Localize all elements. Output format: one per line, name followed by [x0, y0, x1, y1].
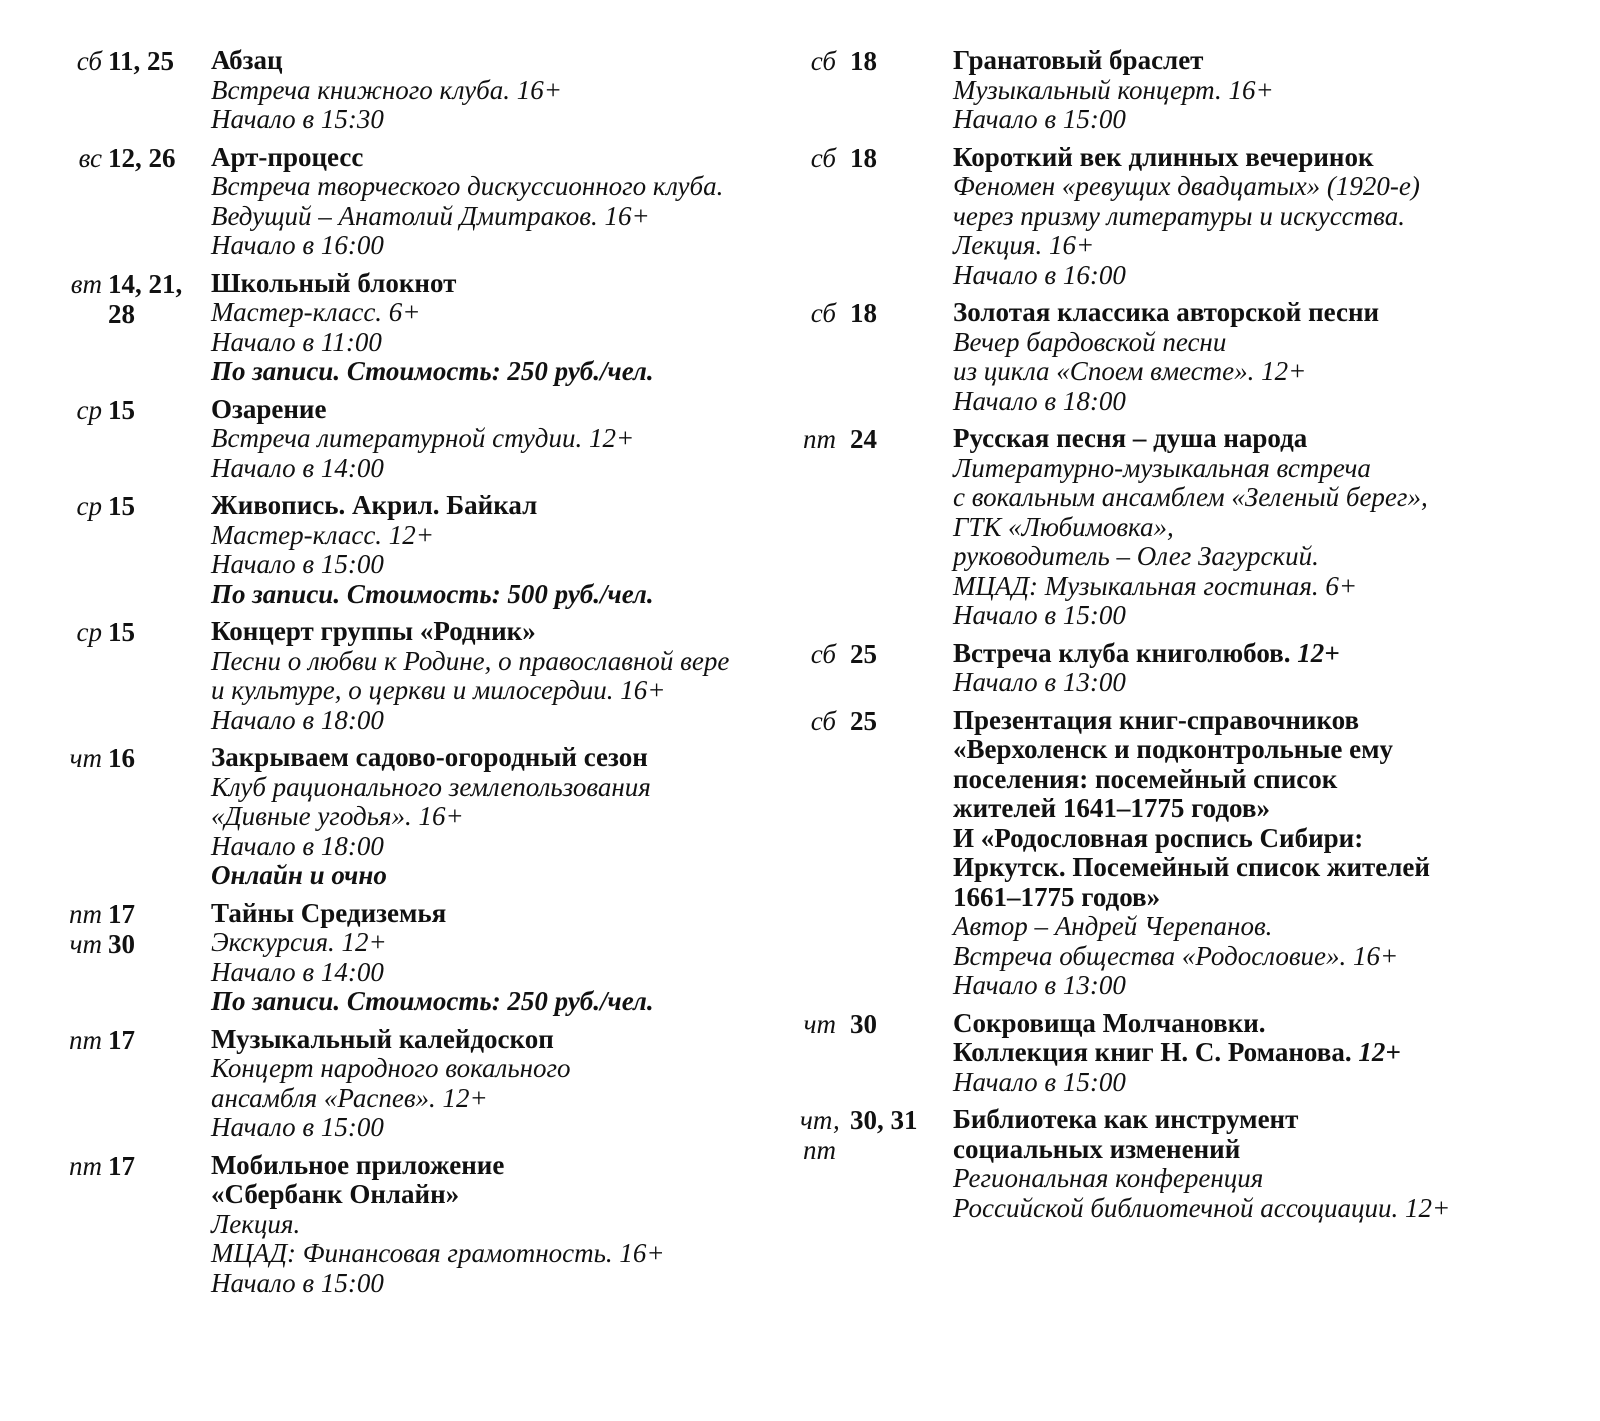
day-numbers: 14, 21, — [108, 268, 183, 299]
day-numbers: 30 — [108, 928, 135, 959]
event-item — [58, 269, 798, 387]
event-item — [800, 1105, 1560, 1223]
event-date — [800, 298, 953, 416]
event-description-line: Начало в 16:00 — [211, 230, 384, 260]
date-line — [58, 1025, 211, 1055]
event-title-text: Тайны Средиземья — [211, 897, 447, 928]
event-note: По записи. Стоимость: 250 руб./чел. — [211, 986, 654, 1016]
day-numbers: 11, 25 — [108, 46, 175, 76]
event-description-line: ГТК «Любимовка», — [953, 511, 1174, 542]
event-date — [58, 491, 211, 609]
date-line — [800, 706, 953, 736]
event-description-line: Начало в 13:00 — [953, 970, 1126, 1000]
weekday: ср — [76, 617, 102, 647]
event-details — [211, 269, 798, 387]
weekday: чт — [69, 928, 102, 959]
date-line — [800, 298, 953, 328]
event-description-line: Начало в 18:00 — [953, 385, 1126, 416]
schedule-column-left — [58, 46, 798, 1306]
event-details — [211, 143, 798, 261]
event-description-line: Начало в 15:30 — [211, 104, 384, 134]
event-item — [800, 46, 1560, 135]
event-description-line: Начало в 18:00 — [211, 704, 384, 735]
weekday: вт — [70, 268, 102, 299]
date-line — [800, 1009, 953, 1039]
event-title-text: поселения: посемейный список — [953, 763, 1338, 794]
event-description-line: Клуб рационального землепользования — [211, 771, 651, 802]
event-description-line: Начало в 14:00 — [211, 956, 384, 987]
event-title — [211, 743, 798, 773]
weekday: пт — [69, 1150, 102, 1181]
event-description-line: Вечер бардовской песни — [953, 326, 1227, 357]
event-title — [211, 143, 798, 173]
weekday: сб — [810, 705, 836, 736]
day-numbers: 18 — [850, 298, 877, 328]
event-description-line: Начало в 16:00 — [953, 259, 1126, 290]
event-date — [58, 46, 211, 135]
event-item — [58, 491, 798, 609]
event-title-text: Закрываем садово-огородный сезон — [211, 742, 648, 772]
event-description-line: Ведущий – Анатолий Дмитраков. 16+ — [211, 200, 650, 231]
event-title — [953, 794, 1560, 824]
event-description-line: через призму литературы и искусства. — [953, 200, 1405, 231]
event-date — [58, 143, 211, 261]
event-description-line: Встреча литературной студии. 12+ — [211, 423, 635, 453]
event-description-line: Начало в 15:00 — [953, 600, 1126, 630]
event-description-line: Экскурсия. 12+ — [211, 927, 387, 957]
event-details — [953, 143, 1560, 291]
date-line — [58, 929, 211, 959]
weekday: пт — [69, 1024, 102, 1055]
event-details — [953, 1105, 1560, 1223]
event-description-line: Встреча книжного клуба. 16+ — [211, 74, 562, 105]
day-numbers: 24 — [850, 424, 877, 454]
event-title — [953, 765, 1560, 795]
event-description-line: Мастер-класс. 12+ — [211, 519, 435, 550]
event-details — [953, 298, 1560, 416]
event-title-text: Сокровища Молчановки. — [953, 1007, 1266, 1038]
event-item — [800, 1009, 1560, 1098]
event-title-text: Встреча клуба книголюбов. — [953, 637, 1291, 668]
event-details — [211, 46, 798, 135]
event-title — [953, 824, 1560, 854]
event-item — [58, 617, 798, 735]
event-description-line: МЦАД: Музыкальная гостиная. 6+ — [953, 570, 1358, 601]
event-date — [800, 1009, 953, 1098]
event-title-text: Музыкальный калейдоскоп — [211, 1023, 554, 1054]
event-item — [58, 143, 798, 261]
event-date — [58, 617, 211, 735]
event-title-text: Школьный блокнот — [211, 267, 457, 298]
event-title — [953, 883, 1560, 913]
date-line — [58, 46, 211, 76]
date-line — [58, 269, 211, 299]
day-numbers: 15 — [108, 617, 135, 647]
day-numbers: 15 — [108, 491, 135, 521]
day-numbers: 28 — [108, 298, 135, 329]
event-date — [800, 706, 953, 1001]
date-line — [58, 143, 211, 173]
weekday: сб — [810, 638, 836, 669]
event-details — [211, 899, 798, 1017]
event-title — [953, 143, 1560, 173]
event-title-text: жителей 1641–1775 годов» — [953, 793, 1270, 823]
event-description-line: Региональная конференция — [953, 1163, 1264, 1193]
date-line — [58, 743, 211, 773]
event-item — [58, 743, 798, 891]
event-description-line: из цикла «Споем вместе». 12+ — [953, 356, 1307, 386]
schedule-column-right — [800, 46, 1560, 1231]
weekday: ср — [76, 394, 102, 425]
day-numbers: 25 — [850, 705, 877, 736]
event-title-text: И «Родословная роспись Сибири: — [953, 822, 1364, 853]
event-title-text: Русская песня – душа народа — [953, 423, 1308, 453]
event-title-text: Иркутск. Посемейный список жителей — [953, 852, 1430, 882]
event-title-text: Коллекция книг Н. С. Романова. — [953, 1037, 1352, 1067]
event-note: Онлайн и очно — [211, 860, 387, 890]
event-description-line: Начало в 11:00 — [211, 326, 382, 357]
event-details — [211, 395, 798, 484]
event-item — [58, 1025, 798, 1143]
event-date — [800, 46, 953, 135]
event-title — [953, 1135, 1560, 1165]
event-title — [953, 1009, 1560, 1039]
event-title-text: Короткий век длинных вечеринок — [953, 141, 1374, 172]
event-description-line: «Дивные угодья». 16+ — [211, 801, 464, 831]
event-description-line: с вокальным ансамблем «Зеленый берег», — [953, 482, 1428, 512]
date-line — [58, 1151, 211, 1181]
weekday: сб — [810, 142, 836, 173]
event-date — [800, 143, 953, 291]
event-description-line: Начало в 15:00 — [953, 104, 1126, 134]
event-details — [953, 706, 1560, 1001]
event-description-line: Российской библиотечной ассоциации. 12+ — [953, 1192, 1451, 1223]
event-item — [58, 899, 798, 1017]
weekday: ср — [76, 491, 102, 521]
event-item — [800, 424, 1560, 631]
date-line — [800, 639, 953, 669]
event-description-line: Встреча творческого дискуссионного клуба. — [211, 171, 724, 201]
event-description-line: Мастер-класс. 6+ — [211, 297, 421, 327]
event-item — [800, 143, 1560, 291]
event-description-line: Начало в 15:00 — [211, 1112, 384, 1142]
event-title — [211, 1180, 798, 1210]
day-numbers: 17 — [108, 1150, 135, 1181]
date-line — [800, 1135, 953, 1165]
event-note: По записи. Стоимость: 500 руб./чел. — [211, 578, 654, 609]
event-title — [211, 269, 798, 299]
day-numbers: 30, 31 — [850, 1105, 918, 1135]
event-details — [211, 743, 798, 891]
day-numbers: 17 — [108, 1024, 135, 1055]
date-line — [58, 899, 211, 929]
event-title-text: Концерт группы «Родник» — [211, 616, 536, 646]
day-numbers: 18 — [850, 46, 877, 76]
date-line — [58, 491, 211, 521]
event-title — [953, 1038, 1560, 1068]
event-description-line: Автор – Андрей Черепанов. — [953, 911, 1273, 941]
event-date — [58, 1151, 211, 1299]
day-numbers: 12, 26 — [108, 142, 176, 173]
event-details — [211, 617, 798, 735]
date-line — [58, 395, 211, 425]
event-details — [953, 1009, 1560, 1098]
event-description-line: Начало в 18:00 — [211, 830, 384, 861]
age-rating: 12+ — [1290, 637, 1340, 668]
event-date — [58, 743, 211, 891]
event-title — [953, 853, 1560, 883]
event-item — [800, 298, 1560, 416]
event-date — [58, 269, 211, 387]
date-line — [800, 46, 953, 76]
event-title — [211, 46, 798, 76]
event-description-line: Музыкальный концерт. 16+ — [953, 74, 1274, 105]
event-description-line: и культуре, о церкви и милосердии. 16+ — [211, 675, 666, 705]
event-details — [211, 1025, 798, 1143]
event-title — [211, 899, 798, 929]
weekday: чт, — [800, 1105, 840, 1135]
event-date — [800, 424, 953, 631]
weekday: сб — [76, 46, 102, 76]
event-item — [58, 46, 798, 135]
event-title — [211, 491, 798, 521]
event-description-line: Начало в 14:00 — [211, 452, 384, 483]
event-description-line: Феномен «ревущих двадцатых» (1920-е) — [953, 171, 1420, 201]
weekday: чт — [69, 743, 102, 773]
event-details — [953, 424, 1560, 631]
event-title-text: Живопись. Акрил. Байкал — [211, 490, 538, 520]
weekday: пт — [69, 898, 102, 929]
date-line — [800, 424, 953, 454]
event-description-line: Литературно-музыкальная встреча — [953, 452, 1371, 483]
day-numbers: 17 — [108, 898, 135, 929]
event-title — [211, 1025, 798, 1055]
event-title — [211, 1151, 798, 1181]
event-details — [953, 639, 1560, 698]
event-item — [58, 395, 798, 484]
event-title-text: Озарение — [211, 393, 327, 424]
event-description-line: Начало в 15:00 — [953, 1066, 1126, 1097]
weekday: сб — [810, 298, 836, 328]
event-date — [58, 899, 211, 1017]
event-description-line: ансамбля «Распев». 12+ — [211, 1082, 488, 1113]
weekday: сб — [810, 46, 836, 76]
event-description-line: Лекция. — [211, 1208, 301, 1239]
event-details — [211, 1151, 798, 1299]
event-title — [953, 1105, 1560, 1135]
event-description-line: МЦАД: Финансовая грамотность. 16+ — [211, 1238, 665, 1268]
event-date — [58, 1025, 211, 1143]
event-details — [211, 491, 798, 609]
day-numbers: 25 — [850, 638, 877, 669]
event-title — [953, 706, 1560, 736]
event-description-line: Встреча общества «Родословие». 16+ — [953, 940, 1399, 971]
age-rating: 12+ — [1351, 1037, 1401, 1067]
event-title-text: Библиотека как инструмент — [953, 1104, 1299, 1134]
day-numbers: 15 — [108, 394, 135, 425]
event-title-text: Мобильное приложение — [211, 1149, 505, 1180]
event-description-line: Концерт народного вокального — [211, 1053, 571, 1083]
weekday: пт — [803, 1135, 836, 1165]
event-title — [953, 298, 1560, 328]
day-numbers: 16 — [108, 743, 135, 773]
date-line — [58, 617, 211, 647]
weekday: чт — [803, 1008, 836, 1039]
event-title-text: «Сбербанк Онлайн» — [211, 1179, 460, 1209]
event-title — [953, 46, 1560, 76]
date-line — [58, 299, 211, 329]
date-line — [800, 143, 953, 173]
day-numbers: 18 — [850, 142, 877, 173]
event-title — [953, 639, 1560, 669]
event-date — [58, 395, 211, 484]
event-description-line: руководитель – Олег Загурский. — [953, 541, 1319, 571]
event-description-line: Начало в 15:00 — [211, 1267, 384, 1298]
event-date — [800, 639, 953, 698]
event-title-text: Золотая классика авторской песни — [953, 297, 1380, 327]
weekday: пт — [803, 424, 836, 454]
event-item — [800, 639, 1560, 698]
event-title-text: Гранатовый браслет — [953, 45, 1204, 75]
event-title-text: Презентация книг-справочников — [953, 704, 1360, 735]
event-description-line: Начало в 15:00 — [211, 549, 384, 579]
weekday: вс — [78, 142, 102, 173]
day-numbers: 30 — [850, 1008, 877, 1039]
event-description-line: Начало в 13:00 — [953, 667, 1126, 697]
event-title-text: Абзац — [211, 45, 283, 75]
event-title — [953, 735, 1560, 765]
event-note: По записи. Стоимость: 250 руб./чел. — [211, 356, 654, 386]
event-title-text: 1661–1775 годов» — [953, 881, 1161, 912]
event-title-text: Арт-процесс — [211, 141, 364, 172]
event-details — [953, 46, 1560, 135]
event-title — [953, 424, 1560, 454]
event-title-text: социальных изменений — [953, 1133, 1241, 1164]
event-date — [800, 1105, 953, 1223]
event-title — [211, 395, 798, 425]
event-title-text: «Верхоленск и подконтрольные ему — [953, 734, 1394, 764]
event-description-line: Лекция. 16+ — [953, 230, 1095, 260]
event-title — [211, 617, 798, 647]
event-item — [800, 706, 1560, 1001]
event-item — [58, 1151, 798, 1299]
date-line — [800, 1105, 953, 1135]
event-description-line: Песни о любви к Родине, о православной вере — [211, 645, 730, 676]
